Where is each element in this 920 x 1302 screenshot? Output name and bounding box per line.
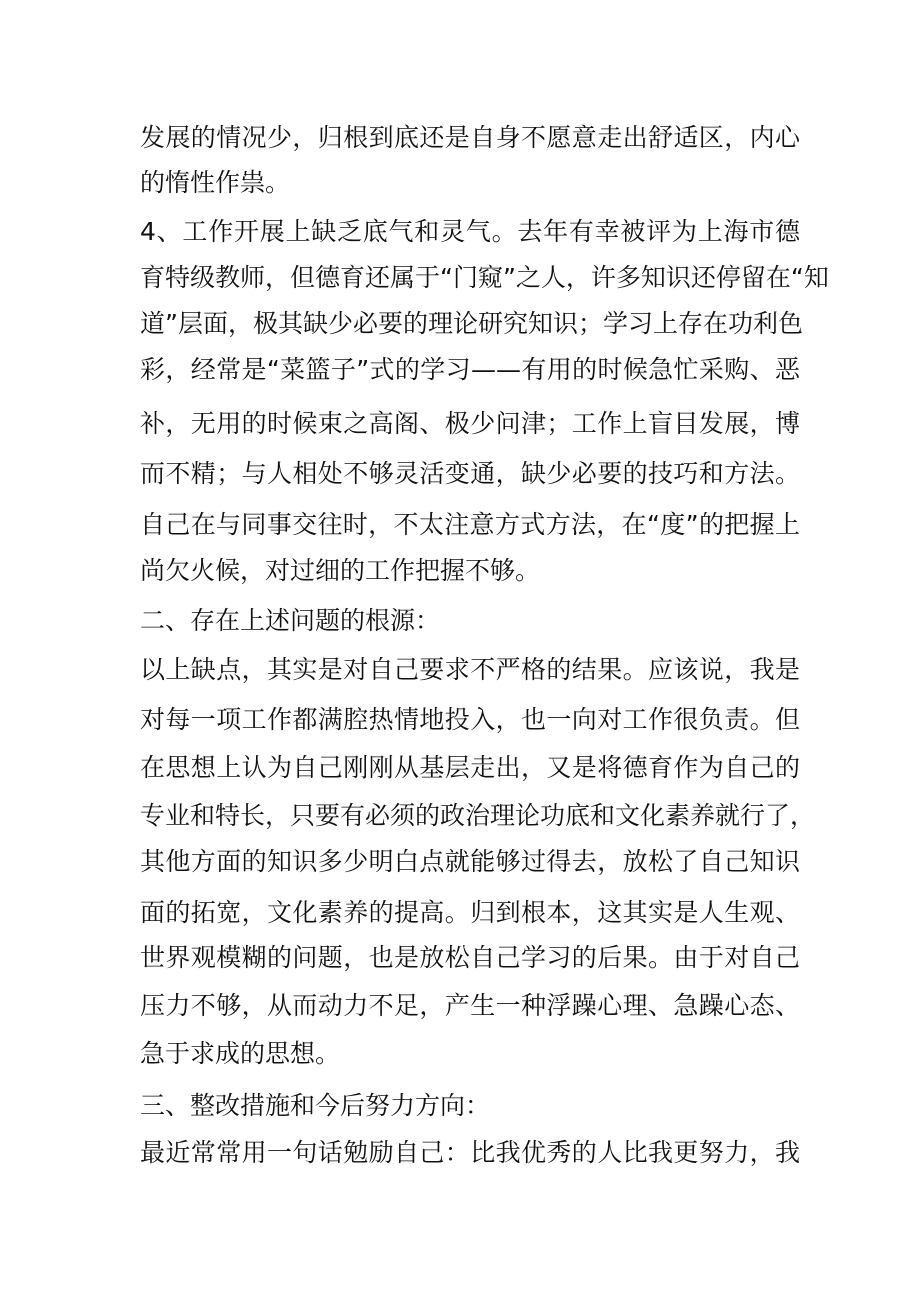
text-line: 彩，经常是“菜篮子”式的学习——有用的时候急忙采购、恶 <box>140 355 800 384</box>
text-line: 发展的情况少，归根到底还是自身不愿意走出舒适区，内心 <box>140 123 800 152</box>
text-line: 自己在与同事交往时，不太注意方式方法，在“度”的把握上 <box>140 510 800 539</box>
text-line: 世界观模糊的问题，也是放松自己学习的后果。由于对自己 <box>140 943 800 972</box>
text-line: 4、工作开展上缺乏底气和灵气。去年有幸被评为上海市德 <box>140 217 800 246</box>
text-line: 尚欠火候，对过细的工作把握不够。 <box>140 556 541 585</box>
text-line: 在思想上认为自己刚刚从基层走出，又是将德育作为自己的 <box>140 753 800 782</box>
text-line: 的惰性作祟。 <box>140 168 291 197</box>
text-line: 面的拓宽，文化素养的提高。归到根本，这其实是人生观、 <box>140 898 800 927</box>
text-line: 以上缺点，其实是对自己要求不严格的结果。应该说，我是 <box>140 655 800 684</box>
text-line: 最近常常用一句话勉励自己：比我优秀的人比我更努力，我 <box>140 1138 800 1167</box>
text-line: 补，无用的时候束之高阁、极少问津；工作上盲目发展，博 <box>140 409 800 438</box>
text-line: 专业和特长，只要有必须的政治理论功底和文化素养就行了， <box>140 801 816 830</box>
text-line: 道”层面，极其缺少必要的理论研究知识；学习上存在功利色 <box>140 309 803 338</box>
text-line: 对每一项工作都满腔热情地投入，也一向对工作很负责。但 <box>140 705 800 734</box>
text-line: 压力不够，从而动力不足，产生一种浮躁心理、急躁心态、 <box>140 991 800 1020</box>
text-line: 育特级教师，但德育还属于“门窥”之人，许多知识还停留在“知 <box>140 263 829 292</box>
section-heading: 二、存在上述问题的根源： <box>140 606 441 635</box>
text-line: 急于求成的思想。 <box>140 1039 341 1068</box>
section-heading: 三、整改措施和今后努力方向： <box>140 1091 491 1120</box>
text-line: 而不精；与人相处不够灵活变通，缺少必要的技巧和方法。 <box>140 459 800 488</box>
text-line: 其他方面的知识多少明白点就能够过得去，放松了自己知识 <box>140 847 800 876</box>
